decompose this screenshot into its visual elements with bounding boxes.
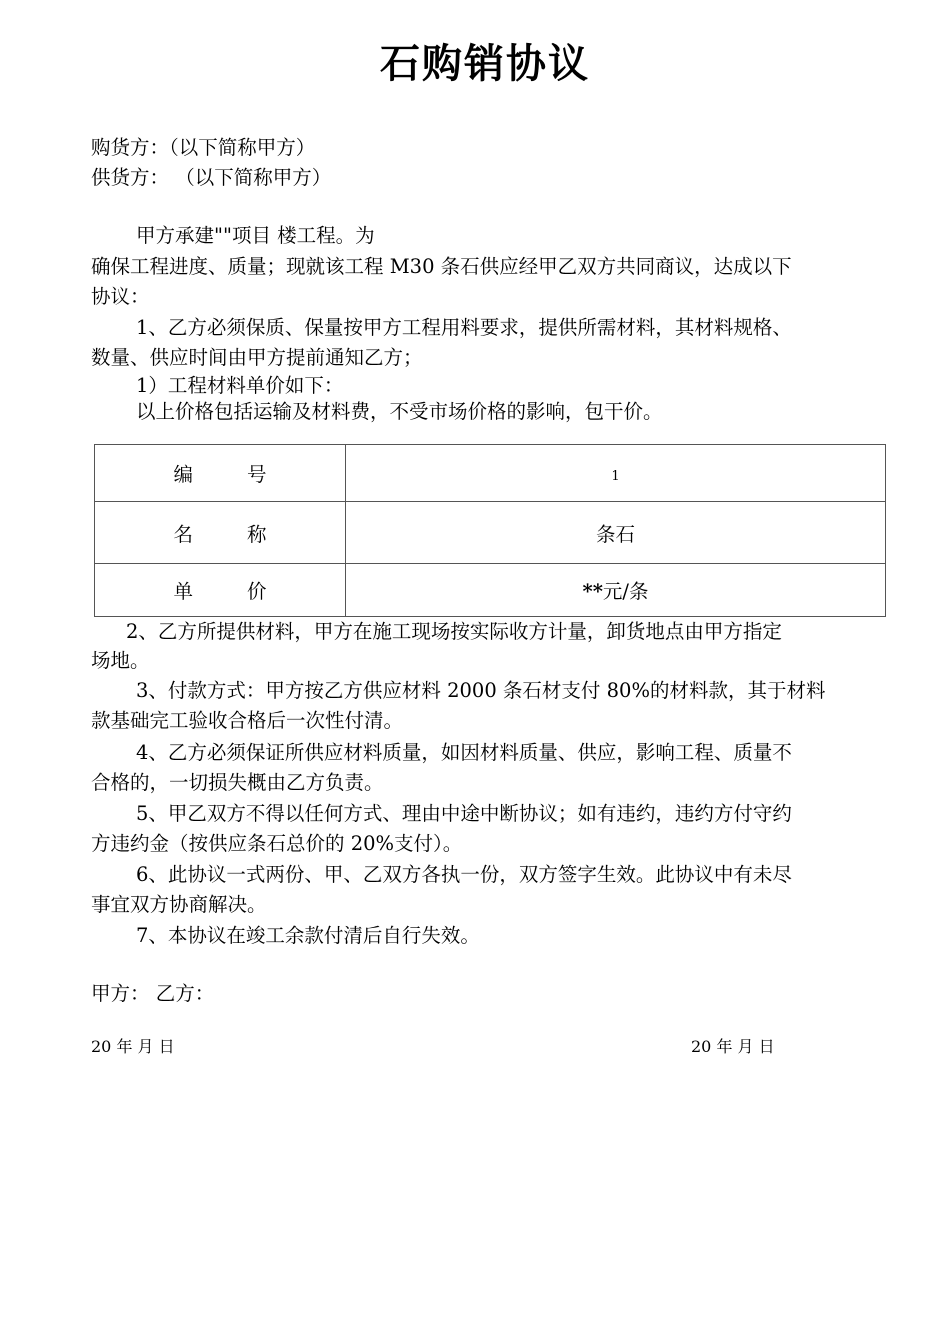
date-left: 20 年 月 日 [91, 1037, 175, 1056]
table-value-cell [346, 445, 886, 502]
item-name: 条石 [595, 522, 635, 546]
document-title: 石购销协议 [380, 40, 590, 87]
clause-3-line-2: 款基础完工验收合格后一次性付清。 [91, 709, 404, 732]
table-value-cell [346, 502, 886, 564]
clause-6-line-2: 事宜双方协商解决。 [91, 893, 267, 916]
clause-4-line-1: 4、乙方必须保证所供应材料质量，如因材料质量、供应，影响工程、质量不 [136, 741, 792, 764]
intro-line-3: 协议： [91, 285, 150, 308]
table-label-cell [95, 564, 346, 617]
label-char: 名 [173, 522, 193, 546]
price-placeholder: ** [582, 580, 603, 603]
label-char: 号 [247, 463, 267, 486]
clause-6-line-1: 6、此协议一式两份、甲、乙双方各执一份，双方签字生效。此协议中有未尽 [136, 863, 792, 886]
table-row [95, 502, 886, 564]
price-table [94, 444, 886, 617]
clause-1-line-2: 数量、供应时间由甲方提前通知乙方； [91, 346, 423, 369]
clause-1-sub-1: 1）工程材料单价如下： [136, 374, 344, 397]
table-row [95, 564, 886, 617]
label-char: 单 [173, 580, 193, 603]
table-value-cell [346, 564, 886, 617]
table-label-cell [95, 502, 346, 564]
clause-3-line-1: 3、付款方式：甲方按乙方供应材料 2000 条石材支付 80%的材料款，其于材料 [136, 679, 826, 702]
intro-line-2: 确保工程进度、质量；现就该工程 M30 条石供应经甲乙双方共同商议，达成以下 [91, 255, 792, 278]
clause-2-line-2: 场地。 [91, 649, 150, 672]
label-char: 编 [173, 463, 193, 486]
clause-2-line-1: 2、乙方所提供材料，甲方在施工现场按实际收方计量，卸货地点由甲方指定 [126, 620, 782, 643]
intro-line-1: 甲方承建""项目 楼工程。为 [136, 224, 375, 247]
item-number: 1 [611, 468, 620, 484]
date-right: 20 年 月 日 [691, 1037, 775, 1056]
clause-4-line-2: 合格的，一切损失概由乙方负责。 [91, 771, 384, 794]
label-char: 价 [247, 580, 267, 603]
buyer-line: 购货方：（以下简称甲方） [91, 136, 316, 159]
clause-5-line-2: 方违约金（按供应条石总价的 20%支付）。 [91, 832, 463, 855]
supplier-line: 供货方： （以下简称甲方） [91, 166, 332, 189]
table-row [95, 445, 886, 502]
clause-5-line-1: 5、甲乙双方不得以任何方式、理由中途中断协议；如有违约，违约方付守约 [136, 802, 792, 825]
signature-line: 甲方： 乙方： [91, 982, 215, 1005]
table-label-cell [95, 445, 346, 502]
unit-price: 元/条 [602, 580, 649, 603]
clause-7: 7、本协议在竣工余款付清后自行失效。 [136, 924, 480, 947]
clause-1-sub-2: 以上价格包括运输及材料费，不受市场价格的影响，包干价。 [136, 400, 663, 423]
clause-1-line-1: 1、乙方必须保质、保量按甲方工程用料要求，提供所需材料，其材料规格、 [136, 316, 792, 339]
label-char: 称 [247, 522, 267, 546]
